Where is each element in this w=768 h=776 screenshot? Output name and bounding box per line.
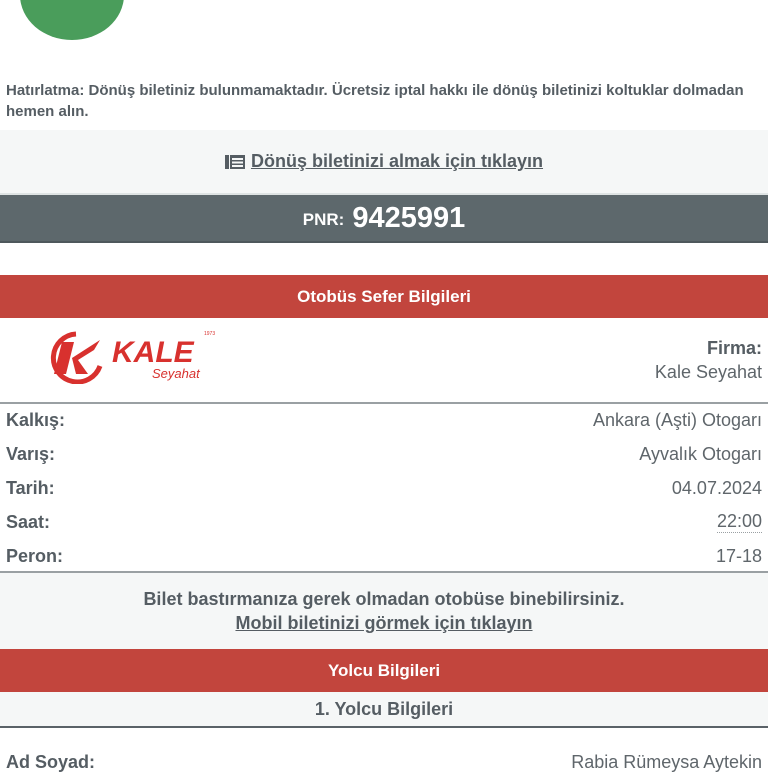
- mobile-ticket-link[interactable]: Mobil biletinizi görmek için tıklayın: [235, 613, 533, 633]
- check-circle-icon: [20, 0, 124, 40]
- passenger-name-label: Ad Soyad:: [6, 752, 96, 772]
- svg-text:Seyahat: Seyahat: [152, 366, 200, 381]
- detail-row-date: [0, 471, 768, 505]
- passenger-name-value: Rabia Rümeysa Aytekin: [571, 752, 762, 772]
- return-ticket-bar: [0, 130, 768, 195]
- detail-label: Peron:: [6, 545, 64, 566]
- detail-label: Saat:: [6, 511, 51, 532]
- detail-value: 04.07.2024: [671, 477, 762, 498]
- mobile-ticket-info: Bilet bastırmanıza gerek olmadan otobüse binebilirsiniz.: [143, 589, 625, 609]
- detail-row-time: [0, 505, 768, 539]
- company-value: Kale Seyahat: [654, 362, 762, 382]
- return-ticket-link[interactable]: [225, 151, 543, 172]
- detail-row-arrival: [0, 437, 768, 471]
- success-banner: [0, 0, 768, 50]
- detail-value: 17-18: [715, 545, 762, 566]
- detail-value: Ankara (Aşti) Otogarı: [592, 409, 762, 430]
- detail-row-departure: [0, 403, 768, 437]
- passenger-name-row: [0, 752, 768, 776]
- detail-label: Kalkış:: [6, 409, 66, 430]
- mobile-ticket-bar: [0, 573, 768, 649]
- pnr-value: 9425991: [352, 201, 466, 234]
- svg-text:1973: 1973: [204, 331, 216, 337]
- svg-text:KALE: KALE: [112, 336, 194, 369]
- detail-row-platform: [0, 539, 768, 573]
- pnr-bar: [0, 195, 768, 243]
- pnr-label: PNR:: [302, 210, 345, 229]
- detail-value: 22:00: [716, 511, 762, 531]
- detail-label: Tarih:: [6, 477, 55, 498]
- company-label: Firma:: [706, 338, 762, 358]
- company-row: [0, 318, 768, 404]
- trip-details: [0, 403, 768, 573]
- company-logo: [48, 328, 220, 384]
- list-icon: [225, 154, 245, 170]
- detail-label: Varış:: [6, 443, 56, 464]
- trip-info-header: Otobüs Sefer Bilgileri: [0, 275, 768, 318]
- detail-value: Ayvalık Otogarı: [639, 443, 762, 464]
- return-reminder-text: Hatırlatma: Dönüş biletiniz bulunmamaktadır. Ücretsiz iptal hakkı ile dönüş biletinizi koltuklar dolmadan hemen alın.: [6, 82, 744, 120]
- passenger-info-header: Yolcu Bilgileri: [0, 649, 768, 692]
- return-ticket-link-label[interactable]: Dönüş biletinizi almak için tıklayın: [250, 151, 544, 171]
- passenger-1-header: 1. Yolcu Bilgileri: [0, 692, 768, 728]
